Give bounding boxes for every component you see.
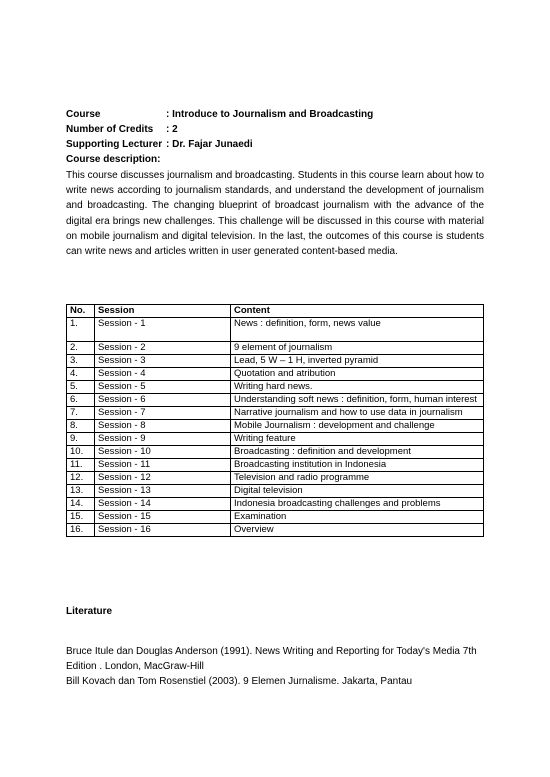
cell-no: 11. [67,459,95,472]
meta-row-lecturer [66,137,373,152]
cell-content: Writing feature [231,433,484,446]
cell-session: Session - 11 [95,459,231,472]
meta-key: Number of Credits [66,124,154,135]
table-row [67,485,484,498]
cell-no: 1. [67,318,95,342]
cell-content: News : definition, form, news value [231,318,484,342]
cell-no: 10. [67,446,95,459]
table-row [67,433,484,446]
cell-content: Broadcasting : definition and development [231,446,484,459]
cell-content: Television and radio programme [231,472,484,485]
course-meta [66,107,373,167]
header-no: No. [67,305,95,318]
table-row [67,498,484,511]
cell-session: Session - 15 [95,511,231,524]
cell-session: Session - 4 [95,368,231,381]
cell-content: Mobile Journalism : development and challenge [231,420,484,433]
cell-no: 15. [67,511,95,524]
literature-item: Bruce Itule dan Douglas Anderson (1991). News Writing and Reporting for Today's Media 7th Edition . London, MacGraw-Hill [66,646,477,672]
literature-title: Literature [66,606,113,617]
session-table [66,304,484,537]
cell-no: 9. [67,433,95,446]
table-row [67,368,484,381]
header-content: Content [231,305,484,318]
cell-content: Lead, 5 W – 1 H, inverted pyramid [231,355,484,368]
cell-no: 2. [67,342,95,355]
table-row [67,318,484,342]
cell-content: Quotation and atribution [231,368,484,381]
cell-session: Session - 1 [95,318,231,342]
cell-session: Session - 16 [95,524,231,537]
cell-content: Broadcasting institution in Indonesia [231,459,484,472]
cell-no: 16. [67,524,95,537]
table-row [67,355,484,368]
cell-content: Digital television [231,485,484,498]
table-row [67,420,484,433]
meta-key: Course description: [66,154,161,165]
literature-item: Bill Kovach dan Tom Rosenstiel (2003). 9 Elemen Jurnalisme. Jakarta, Pantau [66,676,413,687]
cell-session: Session - 5 [95,381,231,394]
cell-content: Indonesia broadcasting challenges and problems [231,498,484,511]
literature-list [66,644,491,689]
table-row [67,407,484,420]
table-row [67,394,484,407]
cell-content: Narrative journalism and how to use data in journalism [231,407,484,420]
cell-no: 6. [67,394,95,407]
cell-no: 14. [67,498,95,511]
table-row [67,524,484,537]
cell-session: Session - 6 [95,394,231,407]
cell-no: 3. [67,355,95,368]
table-row [67,342,484,355]
cell-content: Writing hard news. [231,381,484,394]
header-session: Session [95,305,231,318]
cell-no: 13. [67,485,95,498]
cell-content: Understanding soft news : definition, form, human interest [231,394,484,407]
table-row [67,472,484,485]
meta-value: : 2 [166,124,178,135]
cell-no: 8. [67,420,95,433]
meta-value: : Introduce to Journalism and Broadcasting [166,109,374,120]
cell-session: Session - 2 [95,342,231,355]
cell-no: 5. [67,381,95,394]
cell-session: Session - 8 [95,420,231,433]
meta-row-description-label [66,152,373,167]
table-row [67,381,484,394]
cell-session: Session - 3 [95,355,231,368]
cell-session: Session - 7 [95,407,231,420]
cell-content: Examination [231,511,484,524]
table-row [67,446,484,459]
cell-session: Session - 10 [95,446,231,459]
cell-content: Overview [231,524,484,537]
course-description: This course discusses journalism and broadcasting. Students in this course learn about how to write news according to journalism standards, and understand the development of journalism and broadcasting. The changing blueprint of broadcast journalism with the advance of the digital era brings new challenges. This challenge will be discussed in this course with material on mobile journalism and digital television. In the last, the outcomes of this course is students can write news and articles written in user generated content-based media. [66,170,485,258]
meta-row-course [66,107,373,122]
cell-no: 4. [67,368,95,381]
cell-session: Session - 14 [95,498,231,511]
cell-session: Session - 9 [95,433,231,446]
table-row [67,511,484,524]
table-row [67,459,484,472]
table-header-row [67,305,484,318]
meta-key: Supporting Lecturer [66,139,163,150]
cell-no: 12. [67,472,95,485]
meta-row-credits [66,122,373,137]
cell-session: Session - 13 [95,485,231,498]
cell-content: 9 element of journalism [231,342,484,355]
cell-no: 7. [67,407,95,420]
cell-session: Session - 12 [95,472,231,485]
meta-value: : Dr. Fajar Junaedi [166,139,253,150]
meta-key: Course [66,109,101,120]
